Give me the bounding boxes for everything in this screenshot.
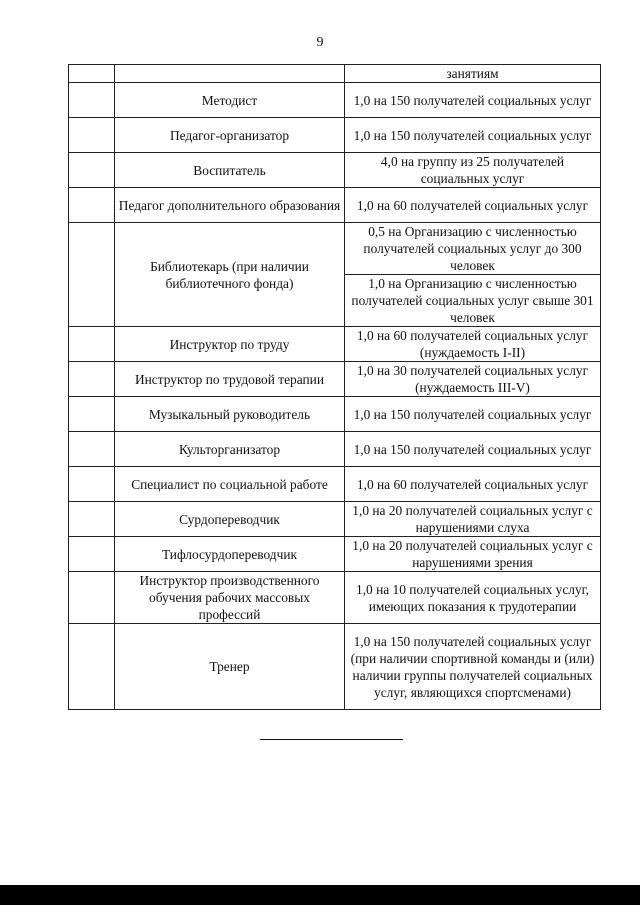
position-cell: Педагог дополнительного образования: [115, 188, 345, 223]
staffing-norms-table: [68, 64, 601, 710]
norm-cell: 1,0 на 60 получателей социальных услуг: [345, 188, 601, 223]
position-cell: Методист: [115, 83, 345, 118]
table-row: [69, 327, 601, 362]
position-cell: Культорганизатор: [115, 432, 345, 467]
position-cell: Воспитатель: [115, 153, 345, 188]
row-number-cell: [69, 327, 115, 362]
norm-cell: 1,0 на 10 получателей социальных услуг, имеющих показания к трудотерапии: [345, 572, 601, 624]
row-number-cell: [69, 83, 115, 118]
row-number-cell: [69, 397, 115, 432]
table-row: [69, 83, 601, 118]
norm-cell: 1,0 на 20 получателей социальных услуг с нарушениями слуха: [345, 502, 601, 537]
norm-cell: 1,0 на 150 получателей социальных услуг: [345, 397, 601, 432]
position-cell: Тренер: [115, 624, 345, 710]
norm-cell: 1,0 на 60 получателей социальных услуг (нуждаемость I-II): [345, 327, 601, 362]
position-cell: Тифлосурдопереводчик: [115, 537, 345, 572]
table-row: [69, 502, 601, 537]
table-row: [69, 397, 601, 432]
position-cell: Библиотекарь (при наличии библиотечного фонда): [115, 223, 345, 327]
row-number-cell: [69, 362, 115, 397]
row-number-cell: [69, 537, 115, 572]
row-number-cell: [69, 118, 115, 153]
position-cell: Специалист по социальной работе: [115, 467, 345, 502]
row-number-cell: [69, 153, 115, 188]
end-separator-line: [260, 739, 403, 740]
table-row: [69, 118, 601, 153]
norm-cell: занятиям: [345, 65, 601, 83]
scan-edge-bar: [0, 885, 640, 905]
norm-cell: 1,0 на 150 получателей социальных услуг (при наличии спортивной команды и (или) наличии группы получателей социальных услуг, являющихся спортсменами): [345, 624, 601, 710]
table-row: [69, 188, 601, 223]
position-cell: Инструктор производственного обучения рабочих массовых профессий: [115, 572, 345, 624]
row-number-cell: [69, 65, 115, 83]
row-number-cell: [69, 572, 115, 624]
position-cell: Инструктор по труду: [115, 327, 345, 362]
norm-cell: 1,0 на 60 получателей социальных услуг: [345, 467, 601, 502]
table-row: [69, 572, 601, 624]
table-row: [69, 537, 601, 572]
position-cell: Музыкальный руководитель: [115, 397, 345, 432]
table-row: [69, 153, 601, 188]
position-cell: Инструктор по трудовой терапии: [115, 362, 345, 397]
norm-cell: 4,0 на группу из 25 получателей социальных услуг: [345, 153, 601, 188]
row-number-cell: [69, 624, 115, 710]
row-number-cell: [69, 188, 115, 223]
row-number-cell: [69, 223, 115, 327]
norm-cell: 1,0 на 20 получателей социальных услуг с нарушениями зрения: [345, 537, 601, 572]
norm-cell: 1,0 на 150 получателей социальных услуг: [345, 432, 601, 467]
position-cell: Педагог-организатор: [115, 118, 345, 153]
norm-cell: 1,0 на 150 получателей социальных услуг: [345, 118, 601, 153]
table-row: [69, 65, 601, 83]
row-number-cell: [69, 467, 115, 502]
position-cell: Сурдопереводчик: [115, 502, 345, 537]
table-row: [69, 467, 601, 502]
norm-cell: 1,0 на 150 получателей социальных услуг: [345, 83, 601, 118]
page-number: 9: [316, 35, 324, 50]
norm-cell: 1,0 на 30 получателей социальных услуг (нуждаемость III-V): [345, 362, 601, 397]
row-number-cell: [69, 432, 115, 467]
table-row: [69, 223, 601, 275]
norm-cell: 0,5 на Организацию с численностью получателей социальных услуг до 300 человек: [345, 223, 601, 275]
table-row: [69, 624, 601, 710]
position-cell: [115, 65, 345, 83]
row-number-cell: [69, 502, 115, 537]
table-row: [69, 362, 601, 397]
norm-cell: 1,0 на Организацию с численностью получателей социальных услуг свыше 301 человек: [345, 275, 601, 327]
table-row: [69, 432, 601, 467]
